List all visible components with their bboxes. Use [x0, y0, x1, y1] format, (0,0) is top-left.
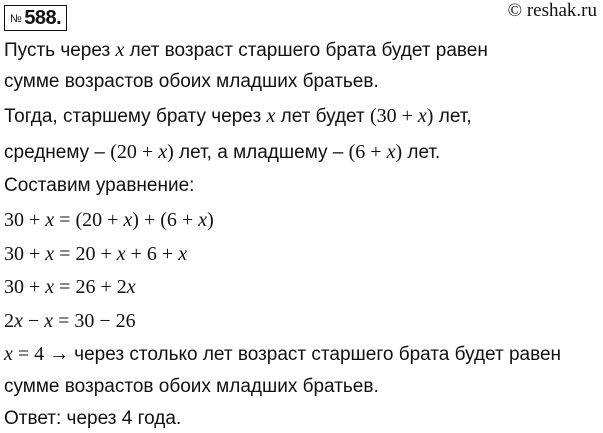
var-x: x	[14, 310, 23, 332]
expr-part: )	[395, 141, 403, 163]
var-x: x	[158, 141, 168, 163]
line-4-part: лет.	[402, 142, 441, 163]
task-number: 588.	[24, 6, 62, 29]
line-3-part: лет,	[433, 106, 472, 127]
var-x: x	[123, 209, 133, 231]
eq-part: 30 +	[4, 243, 46, 265]
text-line-5: Составим уравнение:	[4, 175, 195, 196]
number-sign: №	[10, 13, 22, 25]
var-x: x	[178, 243, 188, 265]
var-x: x	[417, 105, 427, 127]
eq-part: )	[207, 209, 214, 231]
expr-part: )	[167, 141, 174, 163]
var-x: x	[115, 39, 125, 61]
line-3-part: Тогда, старшему брату через	[4, 106, 267, 127]
expr-part: (6 +	[348, 141, 387, 163]
var-x: x	[266, 105, 276, 127]
eq-part: = 30 − 26	[53, 310, 136, 332]
eq-part: = 4 →	[12, 343, 75, 365]
equation-5	[4, 342, 561, 367]
watermark: © reshak.ru	[507, 0, 597, 21]
var-x: x	[45, 209, 55, 231]
var-x: x	[45, 243, 55, 265]
var-x: x	[4, 343, 13, 365]
eq-part: + 6 +	[125, 243, 179, 265]
var-x: x	[386, 141, 396, 163]
var-x: x	[45, 276, 55, 298]
equation-2	[4, 242, 187, 266]
eq-part: 2	[4, 310, 14, 332]
eq-part: = 26 + 2	[54, 276, 127, 298]
text-line-2: сумме возрастов обоих младших братьев.	[4, 71, 379, 92]
eq-part: = (20 +	[54, 209, 124, 231]
equation-4	[4, 309, 136, 333]
expr-part: (20 +	[110, 141, 159, 163]
answer-line: Ответ: через 4 года.	[4, 408, 182, 429]
equation-3	[4, 275, 136, 299]
text-line-closing: сумме возрастов обоих младших братьев.	[4, 376, 379, 397]
eq-part: ) + (6 +	[132, 209, 199, 231]
var-x: x	[116, 243, 126, 265]
eq-part: 30 +	[4, 209, 46, 231]
line-1-part: лет возраст старшего брата будет равен	[124, 40, 488, 61]
eq-part: −	[22, 310, 45, 332]
equation-1	[4, 208, 214, 232]
var-x: x	[44, 310, 54, 332]
text-line-4	[4, 140, 440, 165]
eq-part: 30 +	[4, 276, 46, 298]
expr-part: )	[426, 105, 434, 127]
expr-part: (30 +	[369, 105, 418, 127]
task-number-badge	[4, 5, 67, 31]
eq-5-text: через столько лет возраст старшего брата будет равен	[74, 344, 562, 365]
var-x: x	[198, 209, 208, 231]
text-line-1	[4, 38, 488, 63]
eq-part: = 20 +	[54, 243, 117, 265]
line-3-part: лет будет	[275, 106, 370, 127]
var-x: x	[126, 276, 136, 298]
text-line-3	[4, 104, 472, 129]
line-4-part: лет, а младшему –	[173, 142, 349, 163]
line-1-part: Пусть через	[4, 40, 116, 61]
line-4-part: среднему –	[4, 142, 111, 163]
